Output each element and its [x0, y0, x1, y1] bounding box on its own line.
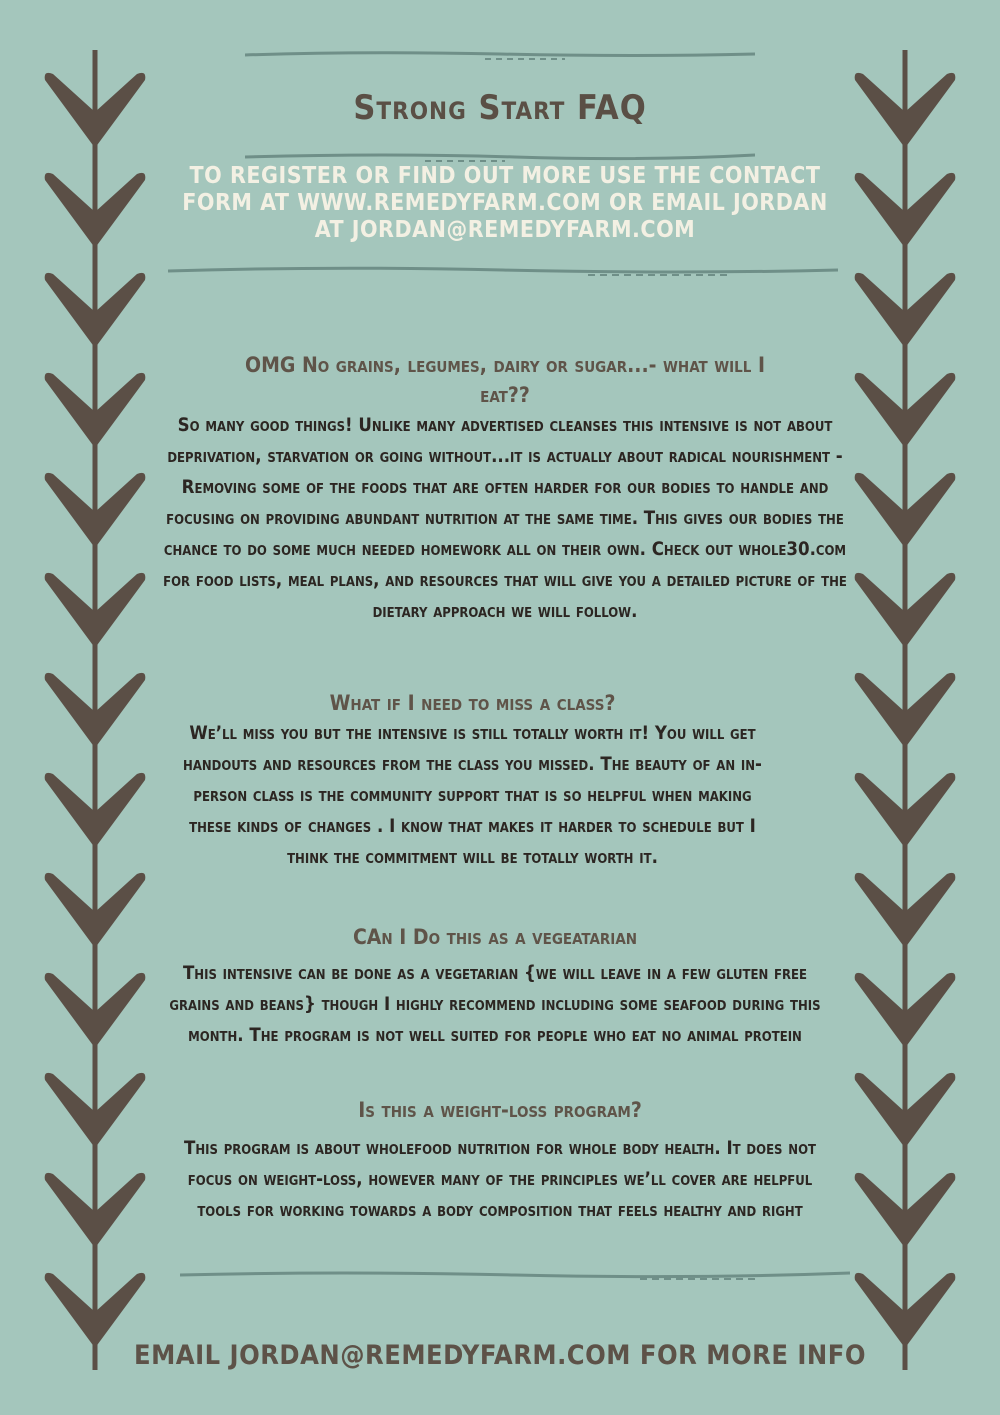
faq-item-1: [150, 350, 860, 627]
faq-answer: We’ll miss you but the intensive is still totally worth it! You will get handouts and resources from the class you missed. The beauty of an in-person class is the community support that is so helpful when making these kinds of changes . I know that makes it harder to schedule but I think the commitment will be totally worth it.: [183, 723, 762, 868]
page-title: Strong Start FAQ: [353, 88, 647, 128]
title-divider: [245, 150, 755, 160]
arrow-vine-left-icon: [35, 40, 155, 1380]
faq-item-2: [170, 688, 775, 873]
faq-question: OMG No grains, legumes, dairy or sugar...- what will I eat??: [245, 353, 765, 407]
arrow-vine-right-icon: [845, 40, 965, 1380]
faq-answer: So many good things! Unlike many advertised cleanses this intensive is not about deprivation, starvation or going without...it is actually about radical nourishment - Removing some of the foods that are often harder for our bodies to handle and focusing on providing abundant nutrition at the same time. This gives our bodies the chance to do some much needed homework all on their own. Check out whole30.com for food lists, meal plans, and resources that will give you a detailed picture of the dietary approach we will follow.: [163, 415, 847, 622]
faq-item-4: [180, 1095, 820, 1226]
faq-answer: This intensive can be done as a vegetarian {we will leave in a few gluten free grains and beans} though I highly recommend including some seafood during this month. The program is not well suited for people who eat no animal protein: [169, 963, 821, 1046]
top-divider: [245, 48, 755, 58]
contact-divider: [168, 264, 838, 274]
faq-question: What if I need to miss a class?: [329, 691, 616, 715]
contact-info: TO REGISTER OR FIND OUT MORE USE THE CONTACT FORM AT WWW.REMEDYFARM.COM OR EMAIL JORDAN AT JORDAN@REMEDYFARM.COM: [182, 163, 828, 243]
bottom-divider: [180, 1268, 850, 1278]
faq-item-3: [155, 922, 835, 1051]
faq-question: Is this a weight-loss program?: [358, 1098, 642, 1122]
faq-answer: This program is about wholefood nutrition for whole body health. It does not focus on weight-loss, however many of the principles we’ll cover are helpful tools for working towards a body composition that feels healthy and right: [184, 1138, 816, 1221]
faq-question: CAn I Do this as a vegeatarian: [352, 925, 638, 949]
footer-contact: EMAIL JORDAN@REMEDYFARM.COM FOR MORE INFO: [134, 1340, 866, 1371]
